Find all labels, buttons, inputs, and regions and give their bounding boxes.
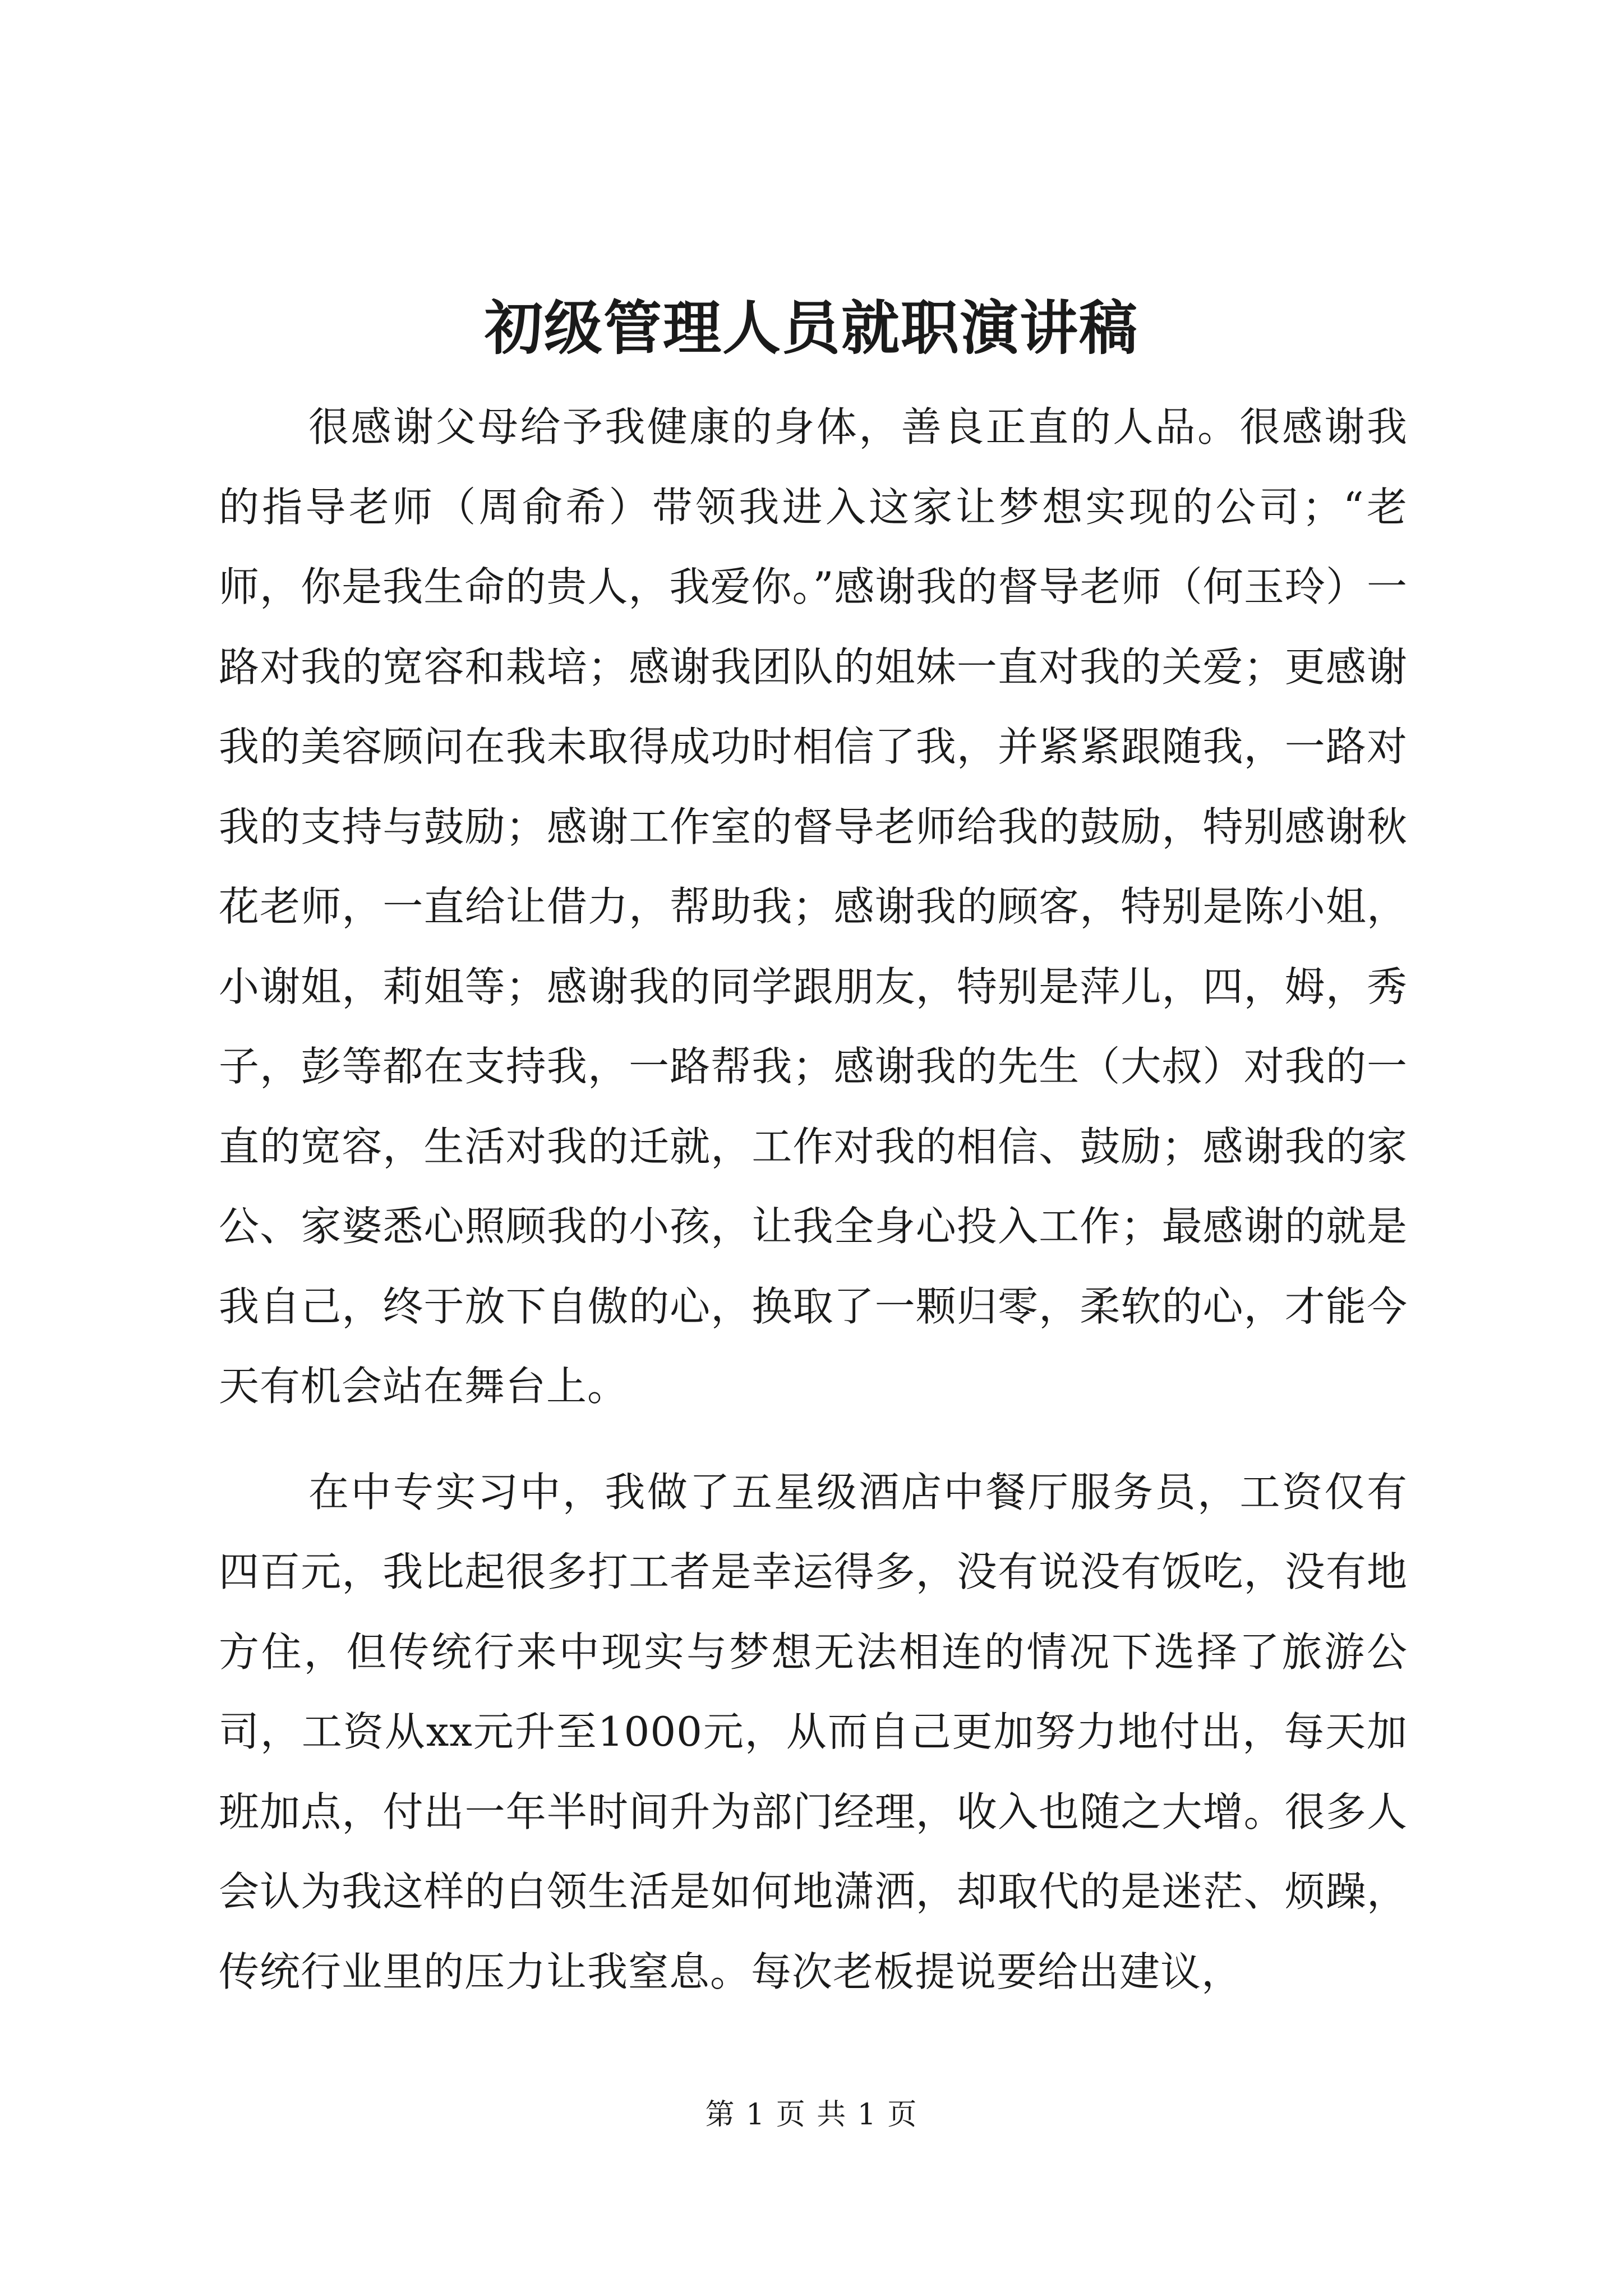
paragraph-1: 很感谢父母给予我健康的身体，善良正直的人品。很感谢我的指导老师（周俞希）带领我进入这家让梦想实现的公司；“老师，你是我生命的贵人，我爱你。”感谢我的督导老师（何玉玲）一路对我的宽容和栽培；感谢我团队的姐妹一直对我的关爱；更感谢我的美容顾问在我未取得成功时相信了我，并紧紧跟随我，一路对我的支持与鼓励；感谢工作室的督导老师给我的鼓励，特别感谢秋花老师，一直给让借力，帮助我；感谢我的顾客，特别是陈小姐，小谢姐，莉姐等；感谢我的同学跟朋友，特别是萍儿，四，姆，秀子，彭等都在支持我，一路帮我；感谢我的先生（大叔）对我的一直的宽容，生活对我的迁就，工作对我的相信、鼓励；感谢我的家公、家婆悉心照顾我的小孩，让我全身心投入工作；最感谢的就是我自己，终于放下自傲的心，换取了一颗归零，柔软的心，才能今天有机会站在舞台上。 bbox=[219, 403, 1408, 1410]
paragraph-2: 在中专实习中，我做了五星级酒店中餐厅服务员，工资仅有四百元，我比起很多打工者是幸运得多，没有说没有饭吃，没有地方住，但传统行来中现实与梦想无法相连的情况下选择了旅游公司，工资从xx元升至1000元，从而自己更加努力地付出，每天加班加点，付出一年半时间升为部门经理，收入也随之大增。很多人会认为我这样的白领生活是如何地潇洒，却取代的是迷茫、烦躁，传统行业里的压力让我窒息。每次老板提说要给出建议， bbox=[219, 1468, 1408, 1995]
document-title: 初级管理人员就职演讲稿 bbox=[484, 293, 1138, 362]
document-body bbox=[219, 387, 1408, 2012]
page-footer: 第 1 页 共 1 页 bbox=[705, 2098, 918, 2132]
